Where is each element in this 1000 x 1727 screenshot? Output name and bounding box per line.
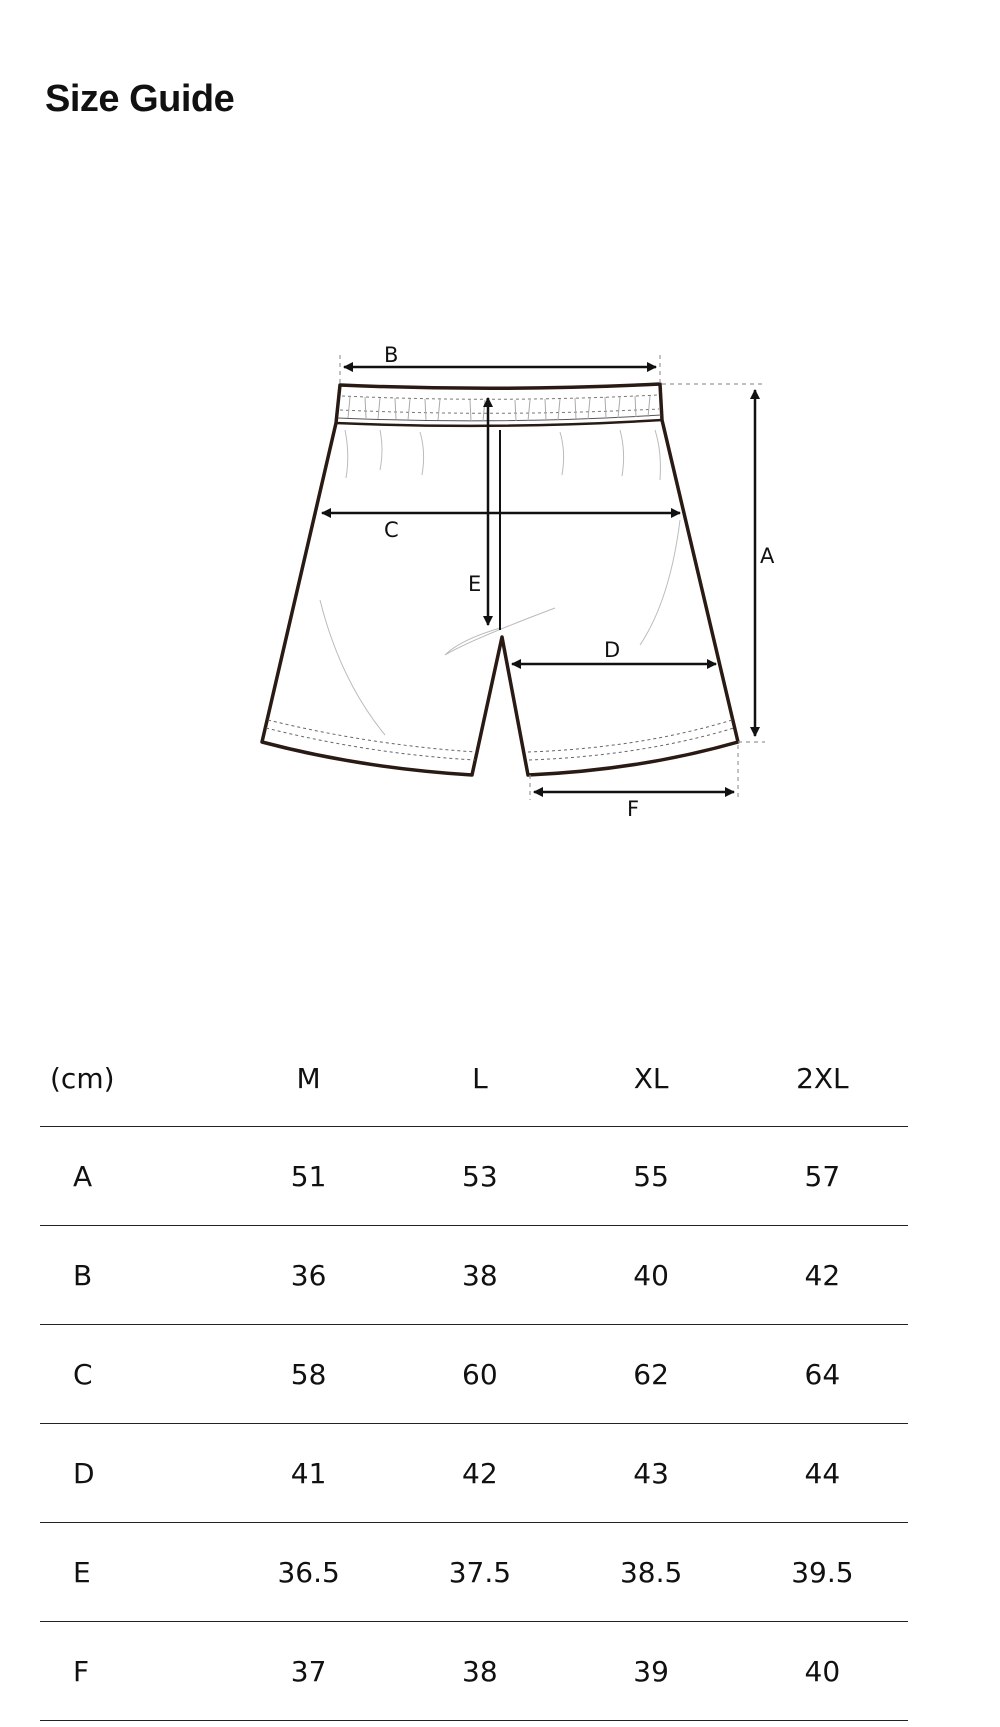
measurement-value: 58 [223,1325,394,1424]
label-d: D [604,638,621,662]
label-f: F [627,797,640,821]
measurement-value: 38.5 [566,1523,737,1622]
measurement-value: 37 [223,1622,394,1721]
label-b: B [384,343,399,367]
measurement-label: D [40,1424,223,1523]
measurement-value: 40 [737,1622,908,1721]
size-chart-table [40,1030,908,1721]
measurement-label: F [40,1622,223,1721]
table-body [40,1127,908,1721]
measurement-label: B [40,1226,223,1325]
label-e: E [468,572,482,596]
table-row [40,1622,908,1721]
measurement-value: 37.5 [394,1523,565,1622]
measurement-value: 36.5 [223,1523,394,1622]
measurement-label: C [40,1325,223,1424]
measurement-value: 39 [566,1622,737,1721]
size-header-l: L [394,1030,565,1127]
measurement-value: 57 [737,1127,908,1226]
measurement-value: 38 [394,1622,565,1721]
measurement-label: A [40,1127,223,1226]
size-header-xl: XL [566,1030,737,1127]
measurement-value: 60 [394,1325,565,1424]
measurement-value: 36 [223,1226,394,1325]
measurement-value: 62 [566,1325,737,1424]
label-c: C [384,518,399,542]
size-header-2xl: 2XL [737,1030,908,1127]
measurement-value: 42 [394,1424,565,1523]
table-row [40,1523,908,1622]
measurement-value: 64 [737,1325,908,1424]
table-row [40,1127,908,1226]
measurement-value: 51 [223,1127,394,1226]
label-a: A [760,544,775,568]
table-row [40,1424,908,1523]
measurement-value: 55 [566,1127,737,1226]
size-header-m: M [223,1030,394,1127]
table-row [40,1226,908,1325]
measurement-value: 42 [737,1226,908,1325]
measurement-value: 43 [566,1424,737,1523]
unit-label: (cm) [40,1030,223,1127]
measurement-value: 44 [737,1424,908,1523]
measurement-value: 38 [394,1226,565,1325]
measurement-label: E [40,1523,223,1622]
table-header-row [40,1030,908,1127]
measurement-value: 40 [566,1226,737,1325]
table-row [40,1325,908,1424]
page-title: Size Guide [45,78,235,120]
measurement-value: 41 [223,1424,394,1523]
measurement-value: 53 [394,1127,565,1226]
measurement-value: 39.5 [737,1523,908,1622]
